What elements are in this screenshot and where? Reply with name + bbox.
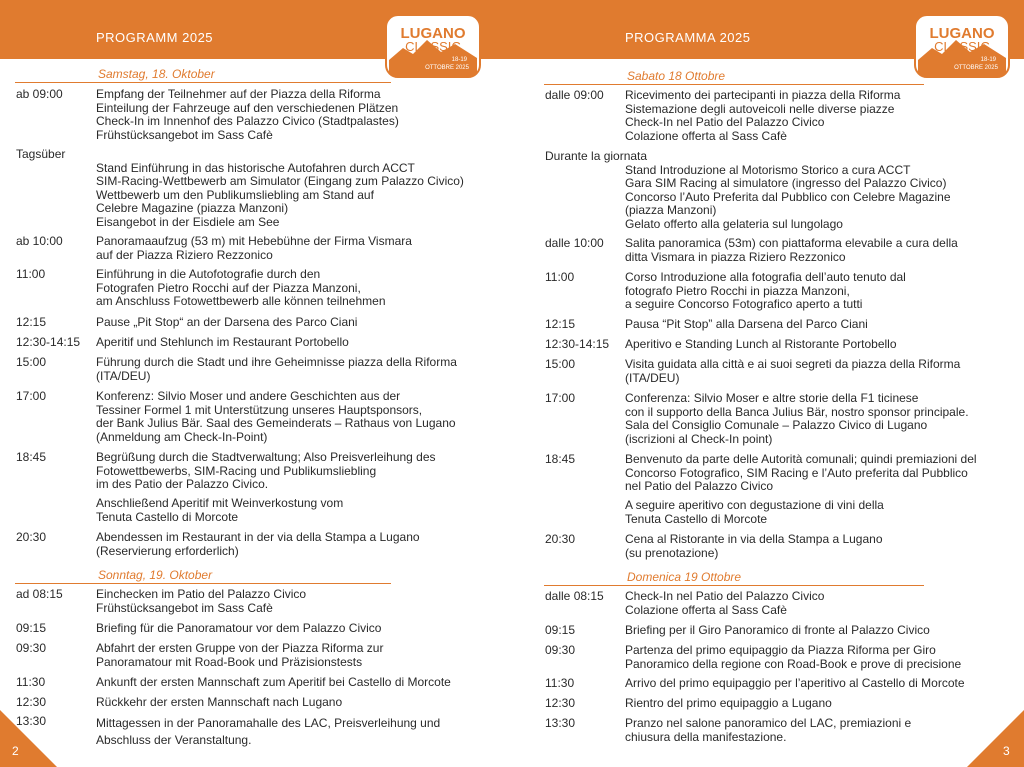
page-number: 3 [1003,744,1010,758]
schedule-entry: Cena al Ristorante in via della Stampa a Lugano (su prenotazione) [625,532,883,560]
schedule-time: dalle 09:00 [545,88,604,102]
day-heading-sunday: Sonntag, 19. Oktober [15,565,391,584]
schedule-time: 17:00 [545,391,576,405]
schedule-entry: Briefing für die Panoramatour vor dem Palazzo Civico [96,621,382,635]
schedule-time: ad 08:15 [16,587,63,601]
schedule-time: 20:30 [16,530,47,544]
schedule-time: 12:30-14:15 [16,335,81,349]
logo-word1: LUGANO [929,25,995,42]
schedule-time: 12:30 [16,695,47,709]
day-heading-saturday: Sabato 18 Ottobre [544,66,924,85]
schedule-entry: Check-In nel Patio del Palazzo Civico Colazione offerta al Sass Cafè [625,589,825,617]
schedule-entry: Pause „Pit Stop“ an der Darsena des Parco Ciani [96,315,358,329]
page-corner [967,710,1024,767]
schedule-time: ab 09:00 [16,87,63,101]
schedule-entry: Ricevimento dei partecipanti in piazza della Riforma Sistemazione degli autoveicoli nelle diverse piazze Check-In nel Patio del Palazzo Civico Colazione offerta al Sass Cafè [625,88,901,143]
schedule-time: 15:00 [16,355,47,369]
logo-dates: 18-19 [451,57,467,63]
schedule-time: 15:00 [545,357,576,371]
schedule-time: 11:00 [545,270,575,284]
schedule-time: 13:30 [545,716,576,730]
schedule-time: 12:15 [545,317,576,331]
schedule-time: Durante la giornata [545,149,648,163]
schedule-entry: Führung durch die Stadt und ihre Geheimnisse piazza della Riforma (ITA/DEU) [96,355,457,383]
schedule-time: 11:30 [16,675,46,689]
schedule-entry: Mittagessen in der Panoramahalle des LAC, Preisverleihung und Abschluss der Veranstaltung. [96,716,441,747]
schedule-entry: Abendessen im Restaurant in der via della Stampa a Lugano (Reservierung erforderlich) [96,530,420,558]
schedule-entry: Abfahrt der ersten Gruppe von der Piazza Riforma zur Panoramatour mit Road-Book und Präzisionstests [96,641,384,669]
page-number: 2 [12,744,19,758]
page-title: PROGRAMM 2025 [96,30,214,45]
schedule-time: 11:00 [16,267,46,281]
schedule-entry: Begrüßung durch die Stadtverwaltung; Also Preisverleihung des Fotowettbewerbs, SIM-Racing und Publikumsliebling im des Patio der Palazzo Civico. [96,450,436,492]
schedule-entry: Corso Introduzione alla fotografia dell’auto tenuto dal fotografo Pietro Rocchi in piazza Manzoni, a seguire Concorso Fotografico aperto a tutti [625,270,906,312]
logo-month: OTTOBRE 2025 [425,65,469,71]
schedule-entry: Ankunft der ersten Mannschaft zum Aperitif bei Castello di Morcote [96,675,451,689]
lugano-classic-logo [385,14,481,78]
schedule-time: 12:30 [545,696,576,710]
schedule-entry: Empfang der Teilnehmer auf der Piazza della Riforma Einteilung der Fahrzeuge auf den verschiedenen Plätzen Check-In im Innenhof des Palazzo Civico (Stadtpalastes) Frühstücksangebot im Sass Cafè [96,87,399,142]
schedule-entry: Einchecken im Patio del Palazzo Civico Frühstücksangebot im Sass Cafè [96,587,307,615]
schedule-entry: A seguire aperitivo con degustazione di vini della Tenuta Castello di Morcote [625,498,884,526]
logo-word2: CLASSIC [405,39,461,54]
page-title: PROGRAMMA 2025 [625,30,751,45]
schedule-entry: Rückkehr der ersten Mannschaft nach Lugano [96,695,343,709]
schedule-time: Tagsüber [16,147,66,161]
day-heading-sunday: Domenica 19 Ottobre [544,567,924,586]
schedule-entry: Einführung in die Autofotografie durch den Fotografen Pietro Rocchi auf der Piazza Manzoni, am Anschluss Fotowettbewerb alle können teilnehmen [96,267,386,309]
schedule-time: 12:30-14:15 [545,337,610,351]
schedule-entry: Stand Introduzione al Motorismo Storico a cura ACCT Gara SIM Racing al simulatore (ingresso del Palazzo Civico) Concorso l’Auto Preferita dal Pubblico con Celebre Magazine (piazza Manzoni) Gelato offerto alla gelateria sul lungolago [625,162,951,231]
logo-dates: 18-19 [980,57,996,63]
schedule-entry: Aperitivo e Standing Lunch al Ristorante Portobello [625,337,897,351]
schedule-entry: Conferenza: Silvio Moser e altre storie della F1 ticinese con il supporto della Banca Julius Bär, nostro sponsor principale. Sala del Consiglio Comunale – Palazzo Civico di Lugano (iscrizioni al Check-In point) [625,391,969,446]
schedule-time: 13:30 [16,714,47,728]
schedule-time: dalle 10:00 [545,236,604,250]
schedule-entry: Benvenuto da parte delle Autorità comunali; quindi premiazioni del Concorso Fotografico, SIM Racing e l’Auto preferita dal Pubblico nel Patio del Palazzo Civico [625,452,977,494]
logo-word1: LUGANO [400,25,466,42]
schedule-entry: Visita guidata alla città e ai suoi segreti da piazza della Riforma (ITA/DEU) [625,357,961,385]
schedule-entry: Rientro del primo equipaggio a Lugano [625,696,832,710]
schedule-entry: Konferenz: Silvio Moser und andere Geschichten aus der Tessiner Formel 1 mit Unterstützung unseres Hauptsponsors, der Bank Julius Bär. Saal des Gemeinderats – Rathaus von Lugano (Anmeldung am Check-In-Point) [96,389,456,444]
schedule-time: 12:15 [16,315,47,329]
schedule-time: 09:30 [16,641,47,655]
schedule-entry: Stand Einführung in das historische Autofahren durch ACCT SIM-Racing-Wettbewerb am Simulator (Eingang zum Palazzo Civico) Wettbewerb um den Publikumsliebling am Stand auf Celebre Magazine (piazza Manzoni) Eisangebot in der Eisdiele am See [96,160,464,229]
schedule-time: 17:00 [16,389,47,403]
schedule-time: 09:15 [16,621,47,635]
schedule-entry: Panoramaaufzug (53 m) mit Hebebühne der Firma Vismara auf der Piazza Riziero Rezzonico [96,234,412,262]
schedule-time: dalle 08:15 [545,589,604,603]
schedule-time: ab 10:00 [16,234,63,248]
schedule-entry: Anschließend Aperitif mit Weinverkostung vom Tenuta Castello di Morcote [96,496,344,524]
schedule-entry: Briefing per il Giro Panoramico di fronte al Palazzo Civico [625,623,930,637]
schedule-entry: Pranzo nel salone panoramico del LAC, premiazioni e chiusura della manifestazione. [625,716,912,744]
schedule-time: 20:30 [545,532,576,546]
schedule-entry: Salita panoramica (53m) con piattaforma elevabile a cura della ditta Vismara in piazza Riziero Rezzonico [625,236,958,264]
schedule-entry: Pausa “Pit Stop” alla Darsena del Parco Ciani [625,317,868,331]
page-corner [0,710,57,767]
schedule-time: 11:30 [545,676,575,690]
logo-month: OTTOBRE 2025 [954,65,998,71]
schedule-entry: Arrivo del primo equipaggio per l’aperitivo al Castello di Morcote [625,676,965,690]
schedule-time: 09:30 [545,643,576,657]
schedule-time: 09:15 [545,623,576,637]
lugano-classic-logo [914,14,1010,78]
schedule-entry: Partenza del primo equipaggio da Piazza Riforma per Giro Panoramico della regione con Road-Book e prove di precisione [625,643,962,671]
day-heading-saturday: Samstag, 18. Oktober [15,64,391,83]
schedule-time: 18:45 [16,450,47,464]
right-page [512,0,1024,767]
logo-word2: CLASSIC [934,39,990,54]
schedule-time: 18:45 [545,452,576,466]
schedule-entry: Aperitif und Stehlunch im Restaurant Portobello [96,335,349,349]
